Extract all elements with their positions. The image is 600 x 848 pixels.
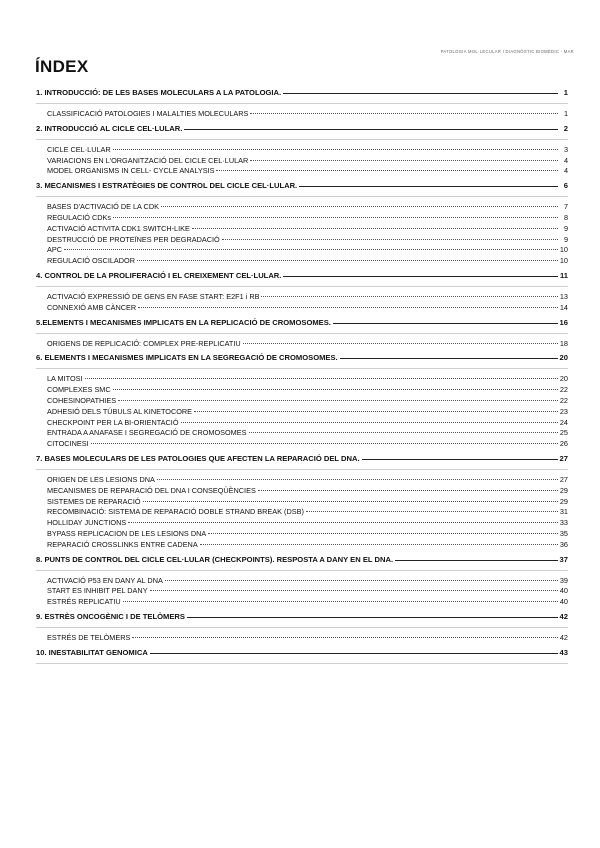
toc-entry-label: 8. PUNTS DE CONTROL DEL CICLE CEL·LULAR (CHECKPOINTS). RESPOSTA A DANY EN EL DNA. <box>36 554 394 564</box>
toc-section-entry[interactable] <box>36 633 568 644</box>
toc-entry-label: CLASSIFICACIÓ PATOLOGIES I MALALTIES MOLECULARS <box>47 109 249 118</box>
leader-line <box>333 323 558 324</box>
toc-page-number: 14 <box>559 302 568 312</box>
page-title: ÍNDEX <box>35 57 89 76</box>
toc-page-number: 1 <box>563 109 568 118</box>
leader-line <box>85 378 558 379</box>
toc-section-entry[interactable] <box>36 407 568 418</box>
toc-section-entry[interactable] <box>36 156 568 167</box>
chapter-divider <box>36 196 568 197</box>
leader-line <box>194 411 558 412</box>
leader-line <box>249 432 558 433</box>
toc-entry-label: BASES D'ACTIVACIÓ DE LA CDK <box>47 202 159 212</box>
toc-chapter-entry[interactable] <box>36 555 568 568</box>
leader-line <box>161 206 558 207</box>
leader-line <box>200 544 558 545</box>
chapter-divider <box>36 139 568 140</box>
toc-entry-label: ADHESIÓ DELS TÚBULS AL KINETOCORE <box>47 406 193 416</box>
leader-line <box>283 276 558 277</box>
toc-page-number: 10 <box>559 245 568 255</box>
leader-line <box>132 637 557 638</box>
leader-line <box>243 343 558 344</box>
leader-line <box>157 479 558 480</box>
toc-entry-label: RECOMBINACIÓ: SISTEMA DE REPARACIÓ DOBLE STRAND BREAK (DSB) <box>47 507 304 517</box>
leader-line <box>258 490 558 491</box>
toc-entry-label: COMPLEXES SMC <box>47 385 111 395</box>
toc-entry-label: CICLE CEL·LULAR <box>47 144 111 154</box>
leader-line <box>123 601 558 602</box>
toc-section-entry[interactable] <box>36 576 568 587</box>
toc-page-number: 9 <box>563 234 568 244</box>
chapter-divider <box>36 368 568 369</box>
toc-page-number: 22 <box>559 395 568 405</box>
toc-section-entry[interactable] <box>36 385 568 396</box>
toc-page-number: 42 <box>559 632 568 642</box>
toc-page-number: 31 <box>559 507 568 517</box>
toc-page-number: 16 <box>559 317 568 327</box>
toc-entry-label: MODEL ORGANISMS IN CELL- CYCLE ANALYSIS <box>47 166 215 176</box>
leader-line <box>340 358 558 359</box>
toc-page-number: 43 <box>559 647 568 657</box>
toc-page-number: 8 <box>563 212 568 222</box>
toc-page-number: 6 <box>563 181 568 191</box>
toc-page-number: 20 <box>559 374 568 384</box>
leader-line <box>208 533 558 534</box>
leader-line <box>150 653 558 654</box>
toc-entry-label: ORIGEN DE LES LESIONS DNA <box>47 474 155 484</box>
toc-chapter-entry[interactable] <box>36 353 568 366</box>
toc-section-entry[interactable] <box>36 145 568 156</box>
leader-line <box>299 186 558 187</box>
toc-section-entry[interactable] <box>36 245 568 256</box>
toc-page-number: 18 <box>559 338 568 348</box>
toc-section-entry[interactable] <box>36 292 568 303</box>
toc-entry-label: CITOCINESI <box>47 439 89 449</box>
toc-page-number: 4 <box>563 155 568 165</box>
toc-entry-label: ACTIVACIÓ P53 EN DANY AL DNA <box>47 575 163 585</box>
toc-section-entry[interactable] <box>36 166 568 177</box>
toc-entry-label: 10. INESTABILITAT GENOMICA <box>36 647 148 657</box>
toc-entry-label: 1. INTRODUCCIÓ: DE LES BASES MOLECULARS A LA PATOLOGIA. <box>36 88 282 97</box>
leader-line <box>113 149 558 150</box>
toc-page-number: 13 <box>559 291 568 301</box>
leader-line <box>64 249 558 250</box>
leader-line <box>216 170 558 171</box>
leader-line <box>250 160 558 161</box>
toc-page-number: 26 <box>559 439 568 449</box>
toc-section-entry[interactable] <box>36 303 568 314</box>
toc-entry-label: 9. ESTRÈS ONCOGÈNIC I DE TELÒMERS <box>36 611 185 621</box>
leader-line <box>187 617 558 618</box>
chapter-divider <box>36 663 568 664</box>
leader-line <box>138 307 558 308</box>
toc-entry-label: ESTRÉS REPLICATIU <box>47 597 121 607</box>
leader-line <box>192 228 558 229</box>
toc-entry-label: START ES INHIBIT PEL DANY <box>47 586 148 596</box>
toc-entry-label: REGULACIÓ OSCILADOR <box>47 256 135 266</box>
toc-section-entry[interactable] <box>36 439 568 450</box>
leader-line <box>283 93 558 94</box>
toc-section-entry[interactable] <box>36 213 568 224</box>
table-of-contents <box>36 88 568 673</box>
leader-line <box>395 560 557 561</box>
toc-page-number: 40 <box>559 586 568 596</box>
toc-entry-label: 7. BASES MOLECULARS DE LES PATOLOGIES QUE AFECTEN LA REPARACIÓ DEL DNA. <box>36 453 360 463</box>
toc-page-number: 29 <box>559 496 568 506</box>
toc-entry-label: CHECKPOINT PER LA BI-ORIENTACIÓ <box>47 417 179 427</box>
toc-page-number: 23 <box>559 406 568 416</box>
toc-section-entry[interactable] <box>36 235 568 246</box>
toc-section-entry[interactable] <box>36 256 568 267</box>
toc-section-entry[interactable] <box>36 224 568 235</box>
toc-entry-label: CONNEXIÓ AMB CÀNCER <box>47 302 137 312</box>
toc-page-number: 22 <box>559 385 568 395</box>
toc-section-entry[interactable] <box>36 486 568 497</box>
toc-section-entry[interactable] <box>36 396 568 407</box>
leader-line <box>91 443 558 444</box>
toc-entry-label: 6. ELEMENTS I MECANISMES IMPLICATS EN LA SEGREGACIÓ DE CROMOSOMES. <box>36 353 338 363</box>
toc-section-entry[interactable] <box>36 109 568 120</box>
toc-page-number: 9 <box>563 223 568 233</box>
toc-section-entry[interactable] <box>36 497 568 508</box>
leader-line <box>150 590 558 591</box>
chapter-divider <box>36 103 568 104</box>
toc-page-number: 24 <box>559 417 568 427</box>
toc-page-number: 10 <box>559 256 568 266</box>
toc-section-entry[interactable] <box>36 475 568 486</box>
toc-chapter-entry[interactable] <box>36 88 568 101</box>
toc-page-number: 25 <box>559 428 568 438</box>
toc-section-entry[interactable] <box>36 418 568 429</box>
leader-line <box>250 113 558 114</box>
toc-section-entry[interactable] <box>36 202 568 213</box>
toc-page-number: 4 <box>563 166 568 176</box>
toc-chapter-entry[interactable] <box>36 124 568 137</box>
leader-line <box>113 389 558 390</box>
toc-chapter-entry[interactable] <box>36 181 568 194</box>
toc-page-number: 37 <box>559 554 568 564</box>
toc-entry-label: ACTIVACIÓ ACTIVITA CDK1 SWITCH-LIKE <box>47 223 190 233</box>
leader-line <box>362 459 558 460</box>
toc-entry-label: ESTRÉS DE TELÒMERS <box>47 632 131 642</box>
toc-entry-label: REPARACIÓ CROSSLINKS ENTRE CADENA <box>47 539 198 549</box>
leader-line <box>143 501 558 502</box>
toc-page-number: 7 <box>563 202 568 212</box>
toc-entry-label: ENTRADA A ANAFASE I SEGREGACIÓ DE CROMOSOMES <box>47 428 247 438</box>
toc-entry-label: HOLLIDAY JUNCTIONS <box>47 518 127 528</box>
toc-entry-label: VARIACIONS EN L'ORGANITZACIÓ DEL CICLE CEL·LULAR <box>47 155 249 165</box>
toc-section-entry[interactable] <box>36 540 568 551</box>
chapter-divider <box>36 570 568 571</box>
toc-chapter-entry[interactable] <box>36 454 568 467</box>
leader-line <box>165 580 558 581</box>
chapter-divider <box>36 469 568 470</box>
leader-line <box>113 217 558 218</box>
toc-entry-label: 4. CONTROL DE LA PROLIFERACIÓ I EL CREIXEMENT CEL·LULAR. <box>36 270 282 280</box>
toc-page-number: 29 <box>559 485 568 495</box>
toc-page-number: 3 <box>563 144 568 154</box>
toc-entry-label: REGULACIÓ CDKs <box>47 212 112 222</box>
toc-section-entry[interactable] <box>36 339 568 350</box>
leader-line <box>261 296 557 297</box>
running-header: PATOLOGIA MOL·LECULAR I DIAGNÒSTIC BIOMÈDIC - MAR <box>440 49 574 54</box>
chapter-divider <box>36 333 568 334</box>
leader-line <box>181 422 558 423</box>
toc-entry-label: COHESINOPATHIES <box>47 395 117 405</box>
leader-line <box>184 129 558 130</box>
toc-section-entry[interactable] <box>36 586 568 597</box>
toc-page-number: 27 <box>559 474 568 484</box>
toc-section-entry[interactable] <box>36 529 568 540</box>
toc-page-number: 42 <box>559 611 568 621</box>
toc-entry-label: 2. INTRODUCCIÓ AL CICLE CEL·LULAR. <box>36 123 183 133</box>
toc-page-number: 39 <box>559 575 568 585</box>
toc-section-entry[interactable] <box>36 374 568 385</box>
toc-page-number: 35 <box>559 528 568 538</box>
toc-page-number: 40 <box>559 597 568 607</box>
toc-page-number: 2 <box>563 123 568 133</box>
toc-page-number: 36 <box>559 539 568 549</box>
leader-line <box>118 400 558 401</box>
toc-section-entry[interactable] <box>36 518 568 529</box>
toc-entry-label: ACTIVACIÓ EXPRESSIÓ DE GENS EN FASE START: E2F1 i RB <box>47 291 260 301</box>
toc-section-entry[interactable] <box>36 428 568 439</box>
toc-page-number: 11 <box>559 270 568 280</box>
toc-page-number: 33 <box>559 518 568 528</box>
toc-chapter-entry[interactable] <box>36 271 568 284</box>
leader-line <box>137 260 558 261</box>
toc-entry-label: 3. MECANISMES I ESTRATÈGIES DE CONTROL DEL CICLE CEL·LULAR. <box>36 181 298 191</box>
toc-entry-label: 5.ELEMENTS I MECANISMES IMPLICATS EN LA REPLICACIÓ DE CROMOSOMES. <box>36 317 331 327</box>
leader-line <box>306 511 558 512</box>
toc-entry-label: ORIGENS DE REPLICACIÓ: COMPLEX PRE-REPLICATIU <box>47 338 241 348</box>
toc-chapter-entry[interactable] <box>36 612 568 625</box>
toc-chapter-entry[interactable] <box>36 318 568 331</box>
toc-entry-label: LA MITOSI <box>47 374 83 384</box>
toc-chapter-entry[interactable] <box>36 648 568 661</box>
chapter-divider <box>36 286 568 287</box>
toc-entry-label: SISTEMES DE REPARACIÓ <box>47 496 141 506</box>
chapter-divider <box>36 627 568 628</box>
toc-page-number: 20 <box>559 353 568 363</box>
toc-entry-label: DESTRUCCIÓ DE PROTEÏNES PER DEGRADACIÓ <box>47 234 220 244</box>
toc-entry-label: BYPASS REPLICACION DE LES LESIONS DNA <box>47 528 207 538</box>
toc-section-entry[interactable] <box>36 597 568 608</box>
toc-page-number: 27 <box>559 453 568 463</box>
toc-entry-label: MECANISMES DE REPARACIÓ DEL DNA I CONSEQÜÈNCIES <box>47 485 256 495</box>
toc-section-entry[interactable] <box>36 507 568 518</box>
leader-line <box>128 522 558 523</box>
leader-line <box>222 239 558 240</box>
toc-page-number: 1 <box>563 88 568 97</box>
toc-entry-label: APC <box>47 245 63 255</box>
